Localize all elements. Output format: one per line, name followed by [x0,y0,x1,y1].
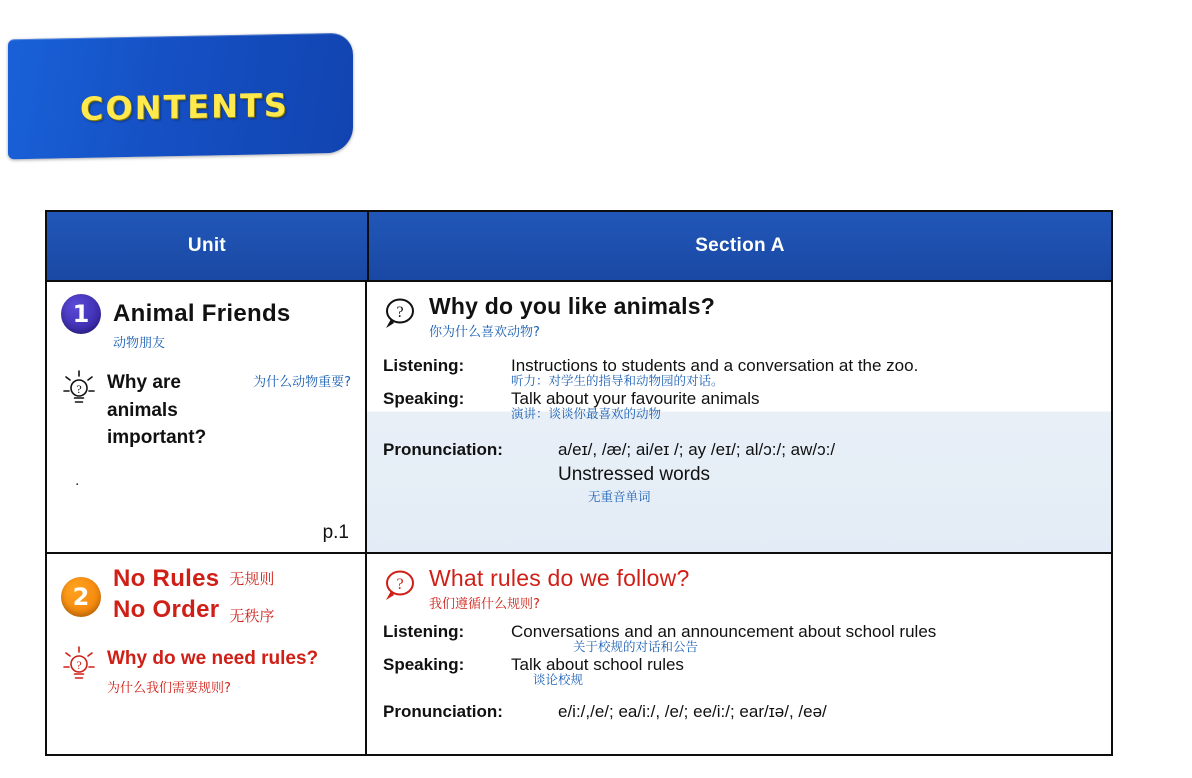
unit-dot-mark: . [75,472,80,489]
section-question-cn: 你为什么喜欢动物? [429,325,540,341]
unit-question-block [61,645,351,696]
lightbulb-icon [61,645,97,685]
unit-question-text [107,645,318,696]
unit-question-en: Why do we need rules? [107,648,319,669]
question-mark-icon [383,296,417,330]
unit-question-en: Why are animals important? [107,372,207,449]
pronunciation-subtopic: Unstressed words [558,463,711,485]
pronunciation-line [383,440,1095,460]
pronunciation-subtopic-cn: 无重音单词 [588,488,651,504]
unit-question-block [61,369,351,452]
listening-label: Listening: [383,356,465,376]
table-of-contents [45,210,1113,756]
pronunciation-line [383,702,1095,722]
unit-question-cn: 为什么动物重要? [253,375,351,390]
unit-title-en-line2: No Order [113,596,220,624]
listening-value: Conversations and an announcement about school rules [511,622,937,642]
speaking-cn: 演讲：谈谈你最喜欢的动物 [511,405,662,421]
speaking-cn: 谈论校规 [533,671,584,687]
unit-title-cn-line2: 无秩序 [229,606,275,625]
speaking-label: Speaking: [383,388,465,408]
speaking-value: Talk about your favourite animals [511,388,760,408]
svg-text:?: ? [396,304,404,321]
section-question-row [383,566,1095,612]
unit-cell-2 [47,554,367,754]
table-header-row [47,212,1111,280]
section-question-row [383,294,1095,340]
pronunciation-block [383,702,1095,722]
section-question-text [429,566,689,612]
unit-title-block [113,566,274,627]
skills-block [383,356,1095,421]
unit-title-en: Animal Friends [113,300,291,328]
lightbulb-icon [61,369,97,409]
pronunciation-value: a/eɪ/, /æ/; ai/eɪ /; ay /eɪ/; al/ɔ:/; aw/ɔ:/ [558,439,836,459]
pronunciation-value: e/i:/,/e/; ea/i:/, /e/; ee/i:/; ear/ɪə/, /eə/ [558,701,827,721]
contents-title: CONTENTS [80,85,289,129]
svg-text:?: ? [396,576,404,593]
pronunciation-label: Pronunciation: [383,439,503,459]
skills-block [383,622,1095,687]
listening-cn: 听力：对学生的指导和动物园的对话。 [511,373,724,389]
unit-number-badge: 1 [61,294,101,334]
unit-title-cn: 动物朋友 [113,336,166,351]
table-row [47,280,1111,552]
unit-question-text [107,369,351,452]
pronunciation-label: Pronunciation: [383,701,503,721]
column-header-unit: Unit [47,212,369,280]
question-mark-icon [383,568,417,602]
listening-label: Listening: [383,622,465,642]
section-question-cn: 我们遵循什么规则? [429,597,540,613]
unit-title-en-line1: No Rules [113,565,220,592]
speaking-label: Speaking: [383,654,465,674]
speaking-value: Talk about school rules [511,654,684,674]
unit-number-badge: 2 [61,577,101,617]
section-a-cell-2 [367,554,1111,754]
table-row [47,552,1111,754]
listening-value: Instructions to students and a conversation at the zoo. [511,356,919,376]
section-a-cell-1 [367,282,1111,552]
section-question-en: What rules do we follow? [429,565,690,591]
pronunciation-block [383,440,1095,505]
svg-text:?: ? [76,382,82,396]
column-header-section-a: Section A [369,212,1111,280]
unit-title-cn-line1: 无规则 [229,570,275,588]
unit-title-row [61,294,351,334]
section-question-text [429,294,715,340]
section-question-en: Why do you like animals? [429,293,715,319]
unit-cell-1 [47,282,367,552]
unit-question-cn: 为什么我们需要规则? [107,680,231,696]
unit-page-number: p.1 [322,522,349,543]
unit-title-row [61,566,351,627]
svg-text:?: ? [76,658,82,672]
listening-cn: 关于校规的对话和公告 [573,639,699,655]
